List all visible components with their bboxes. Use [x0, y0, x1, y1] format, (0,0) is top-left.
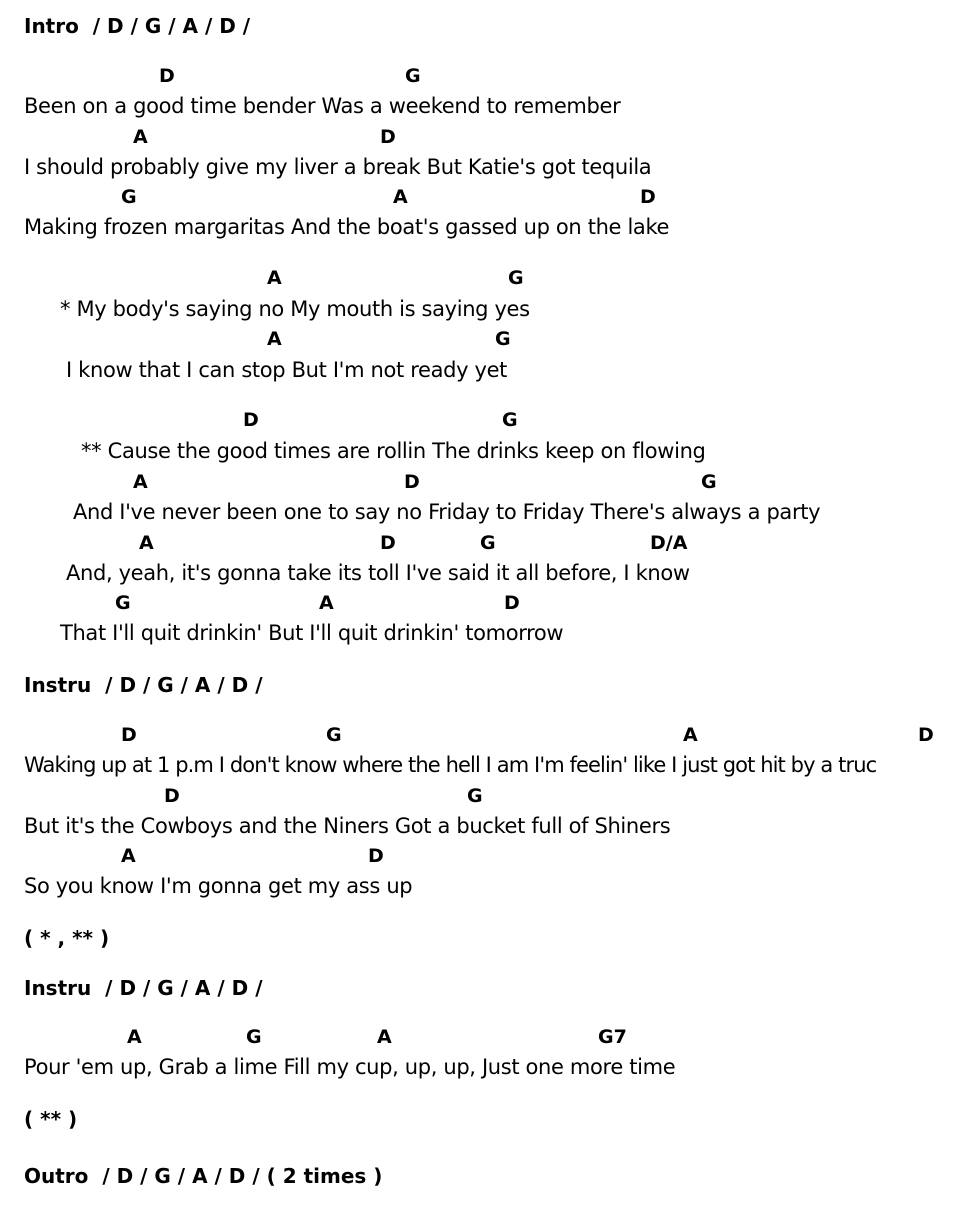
lyric-line: That I'll quit drinkin' But I'll quit drinkin' tomorrow — [60, 621, 564, 645]
lyric-line: Making frozen margaritas And the boat's gassed up on the lake — [24, 215, 670, 239]
instrumental-heading: Instru / D / G / A / D / — [24, 976, 263, 1000]
chord: D — [380, 532, 396, 554]
lyric-line: ** Cause the good times are rollin The drinks keep on flowing — [81, 439, 706, 463]
lyric-line: I should probably give my liver a break But Katie's got tequila — [24, 155, 652, 179]
chord: A — [267, 267, 282, 289]
chord: G — [405, 65, 421, 87]
chord: A — [393, 186, 408, 208]
chord: G7 — [598, 1026, 627, 1048]
lyric-line: So you know I'm gonna get my ass up — [24, 874, 413, 898]
chord: A — [133, 126, 148, 148]
intro-heading: Intro / D / G / A / D / — [24, 14, 251, 38]
lyric-line: But it's the Cowboys and the Niners Got a bucket full of Shiners — [24, 814, 671, 838]
chord: A — [319, 592, 334, 614]
chord: G — [495, 328, 511, 350]
chord: G — [246, 1026, 262, 1048]
chord: A — [139, 532, 154, 554]
chord: G — [508, 267, 524, 289]
chord: D — [121, 724, 137, 746]
chord: G — [115, 592, 131, 614]
chord: D — [380, 126, 396, 148]
chord: D — [504, 592, 520, 614]
chord: D — [368, 845, 384, 867]
chord: D — [243, 409, 259, 431]
chord: D — [159, 65, 175, 87]
lyric-line: * My body's saying no My mouth is saying yes — [60, 297, 530, 321]
chord: G — [701, 471, 717, 493]
repeat-marker: ( * , ** ) — [24, 926, 110, 950]
chord: A — [127, 1026, 142, 1048]
lyric-line: And, yeah, it's gonna take its toll I've said it all before, I know — [66, 561, 690, 585]
lyric-line: Been on a good time bender Was a weekend to remember — [24, 94, 621, 118]
chord: D — [164, 785, 180, 807]
chord: A — [121, 845, 136, 867]
chord: G — [480, 532, 496, 554]
outro-heading: Outro / D / G / A / D / ( 2 times ) — [24, 1164, 383, 1188]
instrumental-heading: Instru / D / G / A / D / — [24, 673, 263, 697]
lyric-line: And I've never been one to say no Friday to Friday There's always a party — [73, 500, 821, 524]
chord: G — [502, 409, 518, 431]
chord: G — [467, 785, 483, 807]
chord: D — [918, 724, 934, 746]
chord: G — [121, 186, 137, 208]
chord: G — [326, 724, 342, 746]
chord: A — [377, 1026, 392, 1048]
chord: A — [683, 724, 698, 746]
chord: D — [640, 186, 656, 208]
lyric-line: I know that I can stop But I'm not ready yet — [66, 358, 508, 382]
chord: A — [133, 471, 148, 493]
chord: D — [404, 471, 420, 493]
lyric-line: Waking up at 1 p.m I don't know where the hell I am I'm feelin' like I just got hit by a truc — [24, 753, 877, 777]
chord: A — [267, 328, 282, 350]
repeat-marker: ( ** ) — [24, 1107, 78, 1131]
lyric-line: Pour 'em up, Grab a lime Fill my cup, up, up, Just one more time — [24, 1055, 676, 1079]
chord: D/A — [650, 532, 688, 554]
